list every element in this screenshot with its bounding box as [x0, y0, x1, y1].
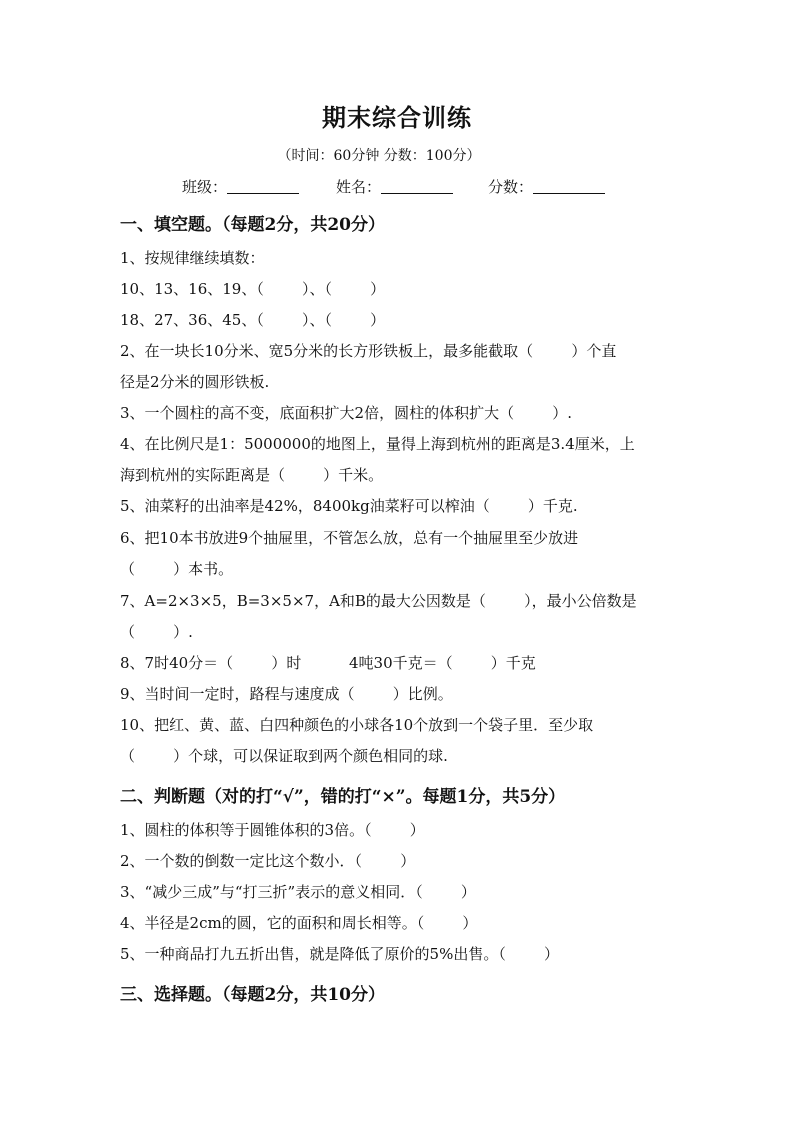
name-field	[336, 176, 453, 197]
fill-line: 径是2分米的圆形铁板.	[120, 373, 270, 391]
section-choice-heading: 三、选择题。（每题2分，共10分）	[120, 985, 385, 1005]
fill-line: （ ）个球，可以保证取到两个颜色相同的球.	[120, 747, 448, 765]
judge-line: 3、“减少三成”与“打三折”表示的意义相同．（ ）	[120, 883, 476, 901]
fill-line: 海到杭州的实际距离是（ ）千米。	[120, 466, 384, 484]
judge-line: 4、半径是2cm的圆，它的面积和周长相等。（ ）	[120, 914, 478, 932]
name-blank	[381, 179, 453, 194]
fill-line: 1、按规律继续填数：	[120, 249, 265, 267]
fill-line: （ ）.	[120, 623, 193, 641]
fill-line: 3、一个圆柱的高不变，底面积扩大2倍，圆柱的体积扩大（ ）.	[120, 404, 573, 422]
fill-line: 7、A=2×3×5，B=3×5×7，A和B的最大公因数是（ ），最小公倍数是	[120, 592, 637, 610]
section-fill-heading: 一、填空题。（每题2分，共20分）	[120, 215, 385, 235]
fill-line: 2、在一块长10分米、宽5分米的长方形铁板上，最多能截取（ ）个直	[120, 342, 617, 360]
fill-line: 10、把红、黄、蓝、白四种颜色的小球各10个放到一个袋子里．至少取	[120, 716, 594, 734]
fill-line: 5、油菜籽的出油率是42%，8400kg油菜籽可以榨油（ ）千克.	[120, 497, 578, 515]
class-field	[182, 176, 299, 197]
fill-line: 18、27、36、45、（ ）、（ ）	[120, 311, 386, 329]
page-title: 期末综合训练	[322, 103, 472, 132]
judge-line: 1、圆柱的体积等于圆锥体积的3倍。（ ）	[120, 821, 425, 839]
judge-line: 5、一种商品打九五折出售，就是降低了原价的5%出售。（ ）	[120, 945, 559, 963]
fill-line: 4、在比例尺是1：5000000的地图上，量得上海到杭州的距离是3.4厘米，上	[120, 435, 635, 453]
class-blank	[227, 179, 299, 194]
fill-line: 9、当时间一定时，路程与速度成（ ）比例。	[120, 685, 453, 703]
fill-line: 8、7时40分＝（ ）时 4吨30千克＝（ ）千克	[120, 654, 536, 672]
fill-line: （ ）本书。	[120, 560, 234, 578]
fill-line: 10、13、16、19、（ ）、（ ）	[120, 280, 386, 298]
score-label: 分数：	[488, 178, 534, 196]
class-label: 班级：	[182, 178, 228, 196]
score-field	[488, 176, 605, 197]
fill-line: 6、把10本书放进9个抽屉里，不管怎么放，总有一个抽屉里至少放进	[120, 529, 579, 547]
judge-line: 2、一个数的倒数一定比这个数小．（ ）	[120, 852, 416, 870]
page-subtitle: （时间：60分钟 分数：100分）	[277, 148, 481, 164]
score-blank	[533, 179, 605, 194]
section-judge-heading: 二、判断题（对的打“√”，错的打“×”。每题1分，共5分）	[120, 787, 566, 807]
name-label: 姓名：	[336, 178, 382, 196]
